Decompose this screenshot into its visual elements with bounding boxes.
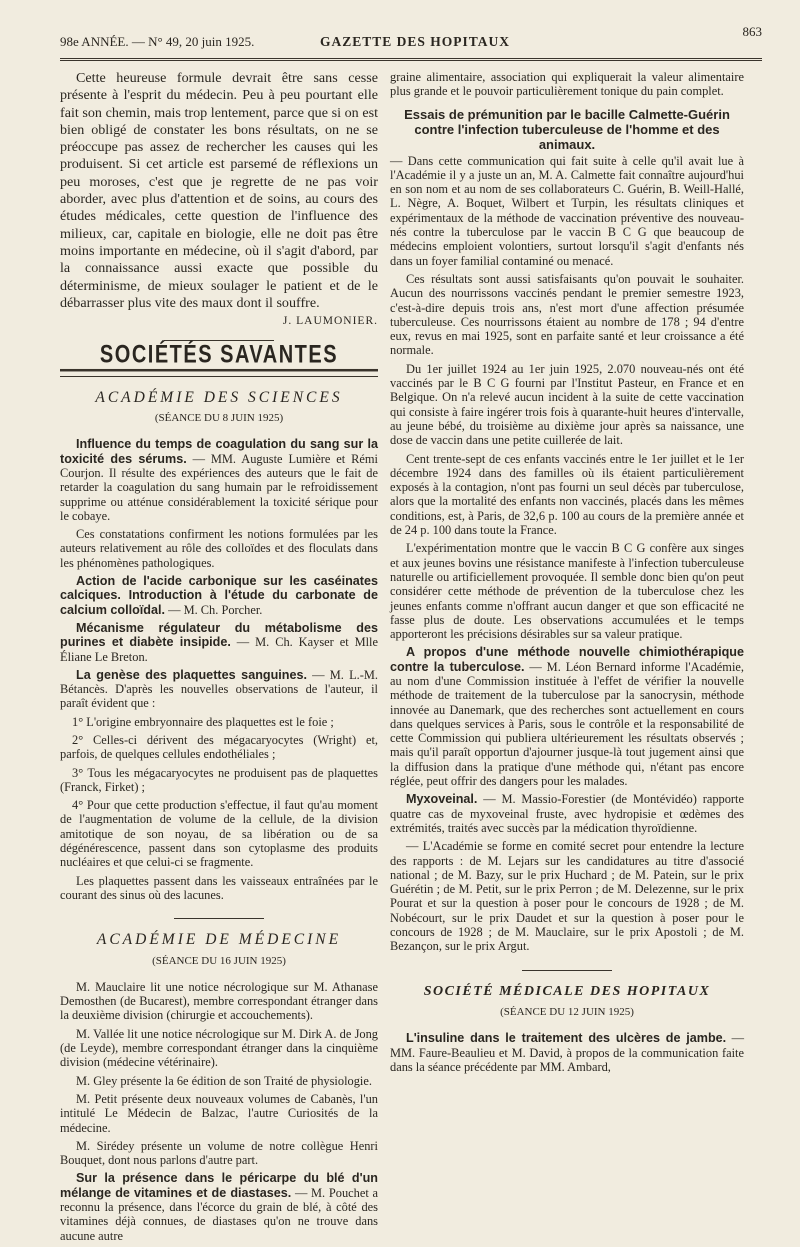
list-item: 4° Pour que cette production s'effectue, il faut qu'au moment de l'augmentation de volume de la cellule, de la division amitotique de son noyau, de sa libération ou de sa dégénérescence, passent dans son cytoplasme des produits nucléaires et que celui-ci se fragmente. bbox=[60, 798, 378, 870]
topic-heading: Action de l'acide carbonique sur les caséinates calciques. Introduction à l'étude du carbonate de calcium colloïdal. bbox=[60, 574, 378, 617]
academy-medecine-title: ACADÉMIE DE MÉDECINE bbox=[96, 931, 342, 949]
paragraph: M. Mauclaire lit une notice nécrologique sur M. Athanase Demosthen (de Bucarest), membre correspondant étranger dans la deuxième division (chirurgie et accouchements). bbox=[60, 979, 378, 1023]
academy-sciences-title: ACADÉMIE DES SCIENCES bbox=[95, 388, 343, 406]
paragraph: Sur la présence dans le péricarpe du blé d'un mélange de vitamines et de diastases. — M. Pouchet a reconnu la présence, dans l'écorce du grain de blé, à côté des vitamines déjà connues, de diastases qu'on ne trouve dans aucune autre bbox=[60, 1171, 378, 1243]
issue-line: 98e ANNÉE. — N° 49, 20 juin 1925. bbox=[60, 34, 255, 49]
seance-date: (SÉANCE DU 12 JUIN 1925) bbox=[500, 1005, 634, 1018]
topic-heading: L'insuline dans le traitement des ulcères de jambe. bbox=[406, 1031, 727, 1046]
left-column bbox=[60, 70, 378, 1247]
paragraph: Du 1er juillet 1924 au 1er juin 1925, 2.070 nouveau-nés ont été vaccinés par le B C G fourni par l'Institut Pasteur, en France et en Belgique. On n'a relevé aucun incident à la suite de cette vaccination qui consiste à faire ingérer trois fois à quarante-huit heures d'intervalle, au jeune bébé, du troisième au dixième jour après sa naissance, une dose de vaccin dans une petite cuillerée de lait. bbox=[390, 361, 744, 448]
paragraph: Myxoveinal. — M. Massio-Forestier (de Montévidéo) rapporte quatre cas de myxoveinal fruste, avec hydropisie et œdèmes des extrémités, traités avec succès par la médication thyroïdienne. bbox=[390, 792, 744, 835]
list-item: 1° L'origine embryonnaire des plaquettes est le foie ; bbox=[72, 714, 334, 729]
right-column bbox=[390, 70, 744, 1078]
paragraph: Action de l'acide carbonique sur les caséinates calciques. Introduction à l'étude du carbonate de calcium colloïdal. — M. Ch. Porcher. bbox=[60, 574, 378, 617]
intro-paragraph: Cette heureuse formule devrait être sans cesse présente à l'esprit du médecin. Peu à peu pourtant elle fait son chemin, mais trop lentement, parce que si on est bien obligé de constater les bons résultats, on ne se préoccupe pas assez de rechercher les causes qui les produisent. Si cet article est parsemé de réflexions un peu moroses, c'est que je regrette de ne pas voir aborder, avec plus d'attention et de soins, au cours des études médicales, cette question de l'influence des milieux, car, capitale en biologie, elle ne doit pas être moins importante en médecine, où il s'agit d'abord, par la connaissance aussi exacte que possible du déterminisme, de mieux soulager le patient et de le débarrasser plus vite des maux dont il souffre. bbox=[60, 70, 378, 311]
divider bbox=[174, 918, 264, 919]
paragraph: Ces résultats sont aussi satisfaisants qu'on pouvait le souhaiter. Aucun des nourrissons vaccinés pendant le premier semestre 1923, c'est-à-dire depuis trois ans, n'est mort d'une affection présumée tuberculeuse. Ces nourrissons étaient au nombre de 178 ; 94 d'entre eux, revus en mai 1925, sont en parfaite santé et leur croissance a été normale. bbox=[390, 271, 744, 358]
paragraph: Les plaquettes passent dans les vaisseaux entraînées par le courant des sinus où des lacunes. bbox=[60, 873, 378, 902]
topic-heading: Essais de prémunition par le bacille Calmette-Guérin contre l'infection tuberculeuse de l'homme et des animaux. bbox=[404, 106, 730, 152]
paragraph: M. Vallée lit une notice nécrologique sur M. Dirk A. de Jong (de Leyde), membre correspondant étranger dans la cinquième division (médecine vétérinaire). bbox=[60, 1026, 378, 1070]
numbered-list bbox=[60, 715, 378, 870]
paragraph: M. Gley présente la 6e édition de son Traité de physiologie. bbox=[76, 1073, 372, 1088]
paragraph: M. Petit présente deux nouveaux volumes de Cabanès, l'un intitulé Le Médecin de Balzac, l'autre Curiosités de la médecine. bbox=[60, 1091, 378, 1135]
paragraph: Cent trente-sept de ces enfants vaccinés entre le 1er juillet et le 1er décembre 1924 dans des familles où ils étaient particulièrement exposés à la contagion, n'ont pas fourni un seul décès par tuberculose, alors que la mortalité des enfants non vaccinés, placés dans les mêmes conditions, est, à Paris, de 32,6 p. 100 au cours de la première année et de 24 p. 100 dans toute la France. bbox=[390, 451, 744, 538]
section-title: SOCIÉTÉS SAVANTES bbox=[60, 347, 378, 372]
list-item: 2° Celles-ci dérivent des mégacaryocytes (Wright) et, parfois, de quelques cellules endothéliales ; bbox=[60, 732, 378, 762]
paragraph: L'insuline dans le traitement des ulcères de jambe. — MM. Faure-Beaulieu et M. David, à propos de la communication faite dans la séance précédente par MM. Ambard, bbox=[390, 1031, 744, 1074]
topic-heading: Mécanisme régulateur du métabolisme des purines et diabète insipide. bbox=[60, 620, 378, 650]
paragraph: Ces constatations confirment les notions formulées par les auteurs relativement au rôle des colloïdes et des floculats dans les phénomènes pathologiques. bbox=[60, 527, 378, 570]
paragraph: A propos d'une méthode nouvelle chimiothérapique contre la tuberculose. — M. Léon Bernard informe l'Académie, au nom d'une Commission instituée à l'effet de vérifier la nouvelle méthode de traitement de la tuberculose par la sanocrysin, méthode innovée au Danemark, que des recherches sont actuellement en cours dans quelques services à Paris, sous le contrôle et la responsabilité de cette Commission qui publiera ultérieurement les résultats observés ; mais qu'il paraît opportun d'ajourner jusque-là tout jugement ainsi que la diffusion dans la pratique d'une méthode qui, n'étant pas encore réglée, peut offrir des dangers pour les malades. bbox=[390, 645, 744, 789]
topic-heading: A propos d'une méthode nouvelle chimiothérapique contre la tuberculose. bbox=[390, 645, 744, 674]
topic-heading: Sur la présence dans le péricarpe du blé d'un mélange de vitamines et de diastases. bbox=[60, 1171, 378, 1200]
topic-heading: La genèse des plaquettes sanguines. bbox=[76, 667, 307, 682]
paragraph: Mécanisme régulateur du métabolisme des purines et diabète insipide. — M. Ch. Kayser et Mlle Éliane Le Breton. bbox=[60, 620, 378, 664]
page-number: 863 bbox=[742, 24, 762, 39]
section-rule bbox=[60, 376, 378, 377]
paragraph: — L'Académie se forme en comité secret pour entendre la lecture des rapports : de M. Lejars sur les candidatures au titre d'associé national ; de M. Bazy, sur le prix Huchard ; de M. Patein, sur le prix Guérétin ; de M. Petit, sur le prix Perron ; de M. Delezenne, sur le prix Pourat et sur la question à poser pour le concours de 1928 ; de M. Nobécourt, sur le prix Daudet et sur la question à poser pour le concours de 1928 ; de M. Mauclaire, sur le prix Apostoli ; de M. Bezançon, sur le prix Argut. bbox=[390, 839, 744, 954]
page-header bbox=[60, 18, 762, 60]
societe-title: SOCIÉTÉ MÉDICALE DES HOPITAUX bbox=[423, 983, 711, 999]
divider bbox=[522, 970, 612, 971]
seance-date: (SÉANCE DU 8 JUIN 1925) bbox=[154, 412, 284, 425]
paragraph: L'expérimentation montre que le vaccin B C G confère aux singes et aux jeunes bovins une résistance manifeste à l'infection tuberculeuse naturelle ou artificiellement provoquée. Il semble donc bien qu'on peut considérer cette méthode de prévention de la tuberculose chez les jeunes enfants comme n'offrant aucun danger et que son efficacité ne fasse plus de doute. Les observations accumulées et le temps apporteront les précisions désirables sur sa valeur pratique. bbox=[390, 541, 744, 642]
list-item: 3° Tous les mégacaryocytes ne produisent pas de plaquettes (Franck, Firket) ; bbox=[60, 765, 378, 794]
topic-heading: Myxoveinal. bbox=[406, 792, 478, 807]
paragraph: La genèse des plaquettes sanguines. — M. L.-M. Bétancès. D'après les nouvelles observations de l'auteur, il paraît évident que : bbox=[60, 667, 378, 711]
signature: J. LAUMONIER. bbox=[282, 315, 378, 328]
seance-date: (SÉANCE DU 16 JUIN 1925) bbox=[152, 954, 286, 967]
paragraph: graine alimentaire, association qui expliquerait la valeur alimentaire plus grande et le pouvoir particulièrement tonique du pain complet. bbox=[390, 70, 744, 99]
paragraph: — Dans cette communication qui fait suite à celle qu'il avait lue à l'Académie il y a juste un an, M. A. Calmette fait connaître aujourd'hui en son nom et au nom de ses collaborateurs C. Guérin, B. Weill-Hallé, L. Nègre, A. Boquet, Wilbert et Turpin, les résultats cliniques et expérimentaux de la méthode de vaccination préventive des nouveau-nés contre la tuberculose par le vaccin B C G que beaucoup de médecins emploient volontiers, surtout lorsqu'il s'agit d'enfants nés dans un foyer familial contaminé ou menacé. bbox=[390, 153, 744, 268]
journal-title: GAZETTE DES HOPITAUX bbox=[319, 34, 511, 49]
header-rule bbox=[60, 58, 762, 61]
topic-heading: Influence du temps de coagulation du sang sur la toxicité des sérums. bbox=[60, 437, 378, 466]
paragraph: M. Sirédey présente un volume de notre collègue Henri Bouquet, dont nous parlons d'autre part. bbox=[60, 1138, 378, 1168]
paragraph: Influence du temps de coagulation du sang sur la toxicité des sérums. — MM. Auguste Lumière et Rémi Courjon. Il résulte des expériences des auteurs que le fait de retarder la coagulation du sang humain par le refroidissement supprime ou atténue considérablement la toxicité sérique pour le cobaye. bbox=[60, 437, 378, 523]
